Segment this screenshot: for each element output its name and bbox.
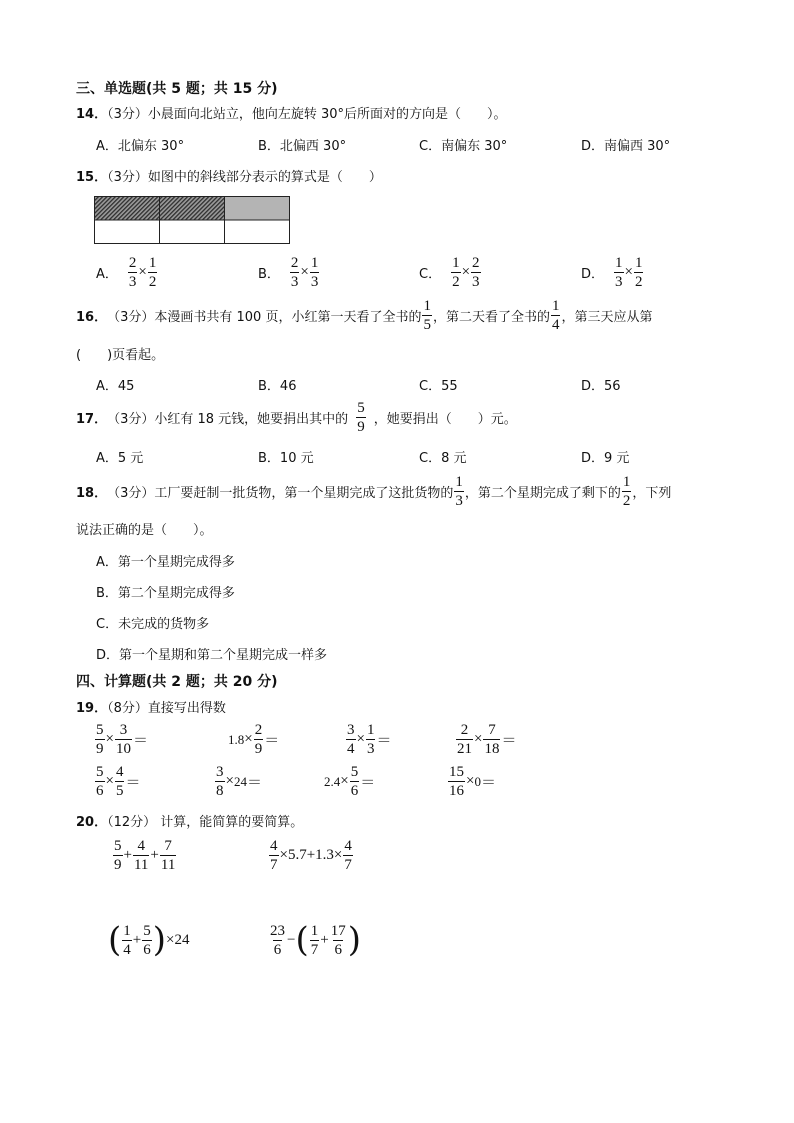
question-18-line2: 说法正确的是（ ）。 <box>76 523 213 538</box>
question-19 <box>76 697 226 716</box>
fraction: $\frac{1}{5}$ <box>423 298 431 333</box>
question-20 <box>76 811 303 830</box>
question-text: 计算，能简算的要简算。 <box>156 815 304 830</box>
question-text: 小晨面向北站立，他向左旋转 30°后所面对的方向是（ ）。 <box>147 107 507 122</box>
question-number: 16． <box>76 310 108 325</box>
operator: × <box>461 264 471 280</box>
question-number: 19． <box>76 701 108 716</box>
q20-expr-2: $\frac{4}{7}$ ×5.7+1.3× $\frac{4}{7}$ <box>270 838 352 873</box>
q19-expr-6: $\frac{3}{8}$ × 24 ＝ <box>216 764 262 799</box>
question-text: ，第三天应从第 <box>561 310 653 325</box>
q19-expr-4: $\frac{2}{21}$ × $\frac{7}{18}$ ＝ <box>457 722 517 757</box>
fraction: $\frac{2}{3}$ <box>128 255 137 290</box>
q18-option-a[interactable]: A．第一个星期完成得多 <box>96 555 235 570</box>
q17-option-c[interactable]: C．8 元 <box>419 451 467 466</box>
question-number: 14． <box>76 107 108 122</box>
question-17 <box>76 400 517 435</box>
question-text: ，她要捐出（ ）元。 <box>373 412 517 427</box>
q19-expr-7: 2.4 × $\frac{5}{6}$ ＝ <box>324 764 376 799</box>
question-score: （3分） <box>107 107 148 122</box>
question-text: 如图中的斜线部分表示的算式是（ ） <box>147 170 382 185</box>
fraction: $\frac{2}{3}$ <box>472 255 480 290</box>
blank-cell <box>225 220 290 244</box>
q20-expr-4: $\frac{23}{6}$ − ( $\frac{1}{7}$ + $\frac{17}{6}$ ) <box>270 920 361 960</box>
question-16 <box>76 298 652 333</box>
option-letter: B． <box>258 267 280 282</box>
q19-expr-2: 1.8 × $\frac{2}{9}$ ＝ <box>228 722 280 757</box>
q16-option-c[interactable]: C．55 <box>419 379 458 394</box>
question-score: （3分） <box>107 310 155 325</box>
q14-option-b[interactable]: B．北偏西 30° <box>258 139 347 154</box>
q19-expr-3: $\frac{3}{4}$ × $\frac{1}{3}$ ＝ <box>347 722 392 757</box>
q15-option-a[interactable] <box>96 255 158 290</box>
blank-cell <box>160 220 225 244</box>
q15-option-c[interactable] <box>419 255 482 290</box>
q16-option-b[interactable]: B．46 <box>258 379 297 394</box>
question-number: 20． <box>76 815 108 830</box>
question-text: ，下列 <box>632 486 672 501</box>
q17-option-d[interactable]: D．9 元 <box>581 451 630 466</box>
section-title-single-choice: 三、单选题(共 5 题；共 15 分) <box>76 81 278 97</box>
question-18 <box>76 474 671 509</box>
fraction: $\frac{2}{3}$ <box>290 255 299 290</box>
operator: × <box>138 264 147 280</box>
hatched-cell <box>160 197 225 221</box>
q18-option-d[interactable]: D．第一个星期和第二个星期完成一样多 <box>96 648 328 663</box>
question-score: （3分） <box>107 486 155 501</box>
q19-expr-1: $\frac{5}{9}$ × $\frac{3}{10}$ ＝ <box>96 722 148 757</box>
operator: × <box>624 264 633 280</box>
section-title-calculation: 四、计算题(共 2 题；共 20 分) <box>76 674 278 690</box>
blank-cell <box>95 220 160 244</box>
question-score: （12分） <box>107 815 157 830</box>
question-number: 17． <box>76 412 108 427</box>
q18-option-b[interactable]: B．第二个星期完成得多 <box>96 586 235 601</box>
q14-option-a[interactable]: A．北偏东 30° <box>96 139 185 154</box>
fraction: $\frac{1}{2}$ <box>634 255 643 290</box>
question-text: ，第二天看了全书的 <box>432 310 550 325</box>
q14-option-d[interactable]: D．南偏西 30° <box>581 139 671 154</box>
question-14 <box>76 103 507 122</box>
operator: × <box>300 264 309 280</box>
question-text: 小红有 18 元钱，她要捐出其中的 <box>154 412 349 427</box>
hatched-cell <box>95 197 160 221</box>
q19-expr-5: $\frac{5}{6}$ × $\frac{4}{5}$ ＝ <box>96 764 141 799</box>
q16-option-a[interactable]: A．45 <box>96 379 135 394</box>
question-text: 本漫画书共有 100 页，小红第一天看了全书的 <box>154 310 422 325</box>
q17-option-b[interactable]: B．10 元 <box>258 451 314 466</box>
q16-option-d[interactable]: D．56 <box>581 379 621 394</box>
shaded-cell <box>225 197 290 221</box>
question-text: 直接写出得数 <box>147 701 226 716</box>
option-letter: D． <box>581 267 605 282</box>
q20-expr-1: $\frac{5}{9}$ + $\frac{4}{11}$ + $\frac{7}{11}$ <box>114 838 176 873</box>
question-text: 工厂要赶制一批货物，第一个星期完成了这批货物的 <box>154 486 454 501</box>
q15-option-b[interactable] <box>258 255 320 290</box>
question-text: ，第二个星期完成了剩下的 <box>464 486 621 501</box>
question-score: （8分） <box>107 701 148 716</box>
fraction-bar-diagram <box>94 196 290 244</box>
fraction: $\frac{1}{2}$ <box>622 474 631 509</box>
q19-expr-8: $\frac{15}{16}$ × 0 ＝ <box>449 764 496 799</box>
question-score: （3分） <box>107 412 155 427</box>
option-letter: A． <box>96 267 118 282</box>
q14-option-c[interactable]: C．南偏东 30° <box>419 139 508 154</box>
q17-option-a[interactable]: A．5 元 <box>96 451 144 466</box>
q18-option-c[interactable]: C．未完成的货物多 <box>96 617 210 632</box>
question-15 <box>76 166 382 185</box>
q15-option-d[interactable] <box>581 255 644 290</box>
fraction: $\frac{1}{3}$ <box>615 255 623 290</box>
fraction: $\frac{1}{3}$ <box>310 255 319 290</box>
fraction: $\frac{5}{9}$ <box>357 400 365 435</box>
q20-expr-3: ( $\frac{1}{4}$ + $\frac{5}{6}$ ) × 24 <box>108 920 190 960</box>
fraction: $\frac{1}{3}$ <box>455 474 463 509</box>
fraction: $\frac{1}{2}$ <box>148 255 157 290</box>
question-number: 15． <box>76 170 108 185</box>
fraction: $\frac{1}{4}$ <box>551 298 560 333</box>
question-16-line2: ( )页看起。 <box>76 348 165 363</box>
option-letter: C． <box>419 267 442 282</box>
question-number: 18． <box>76 486 108 501</box>
question-score: （3分） <box>107 170 148 185</box>
fraction: $\frac{1}{2}$ <box>452 255 460 290</box>
